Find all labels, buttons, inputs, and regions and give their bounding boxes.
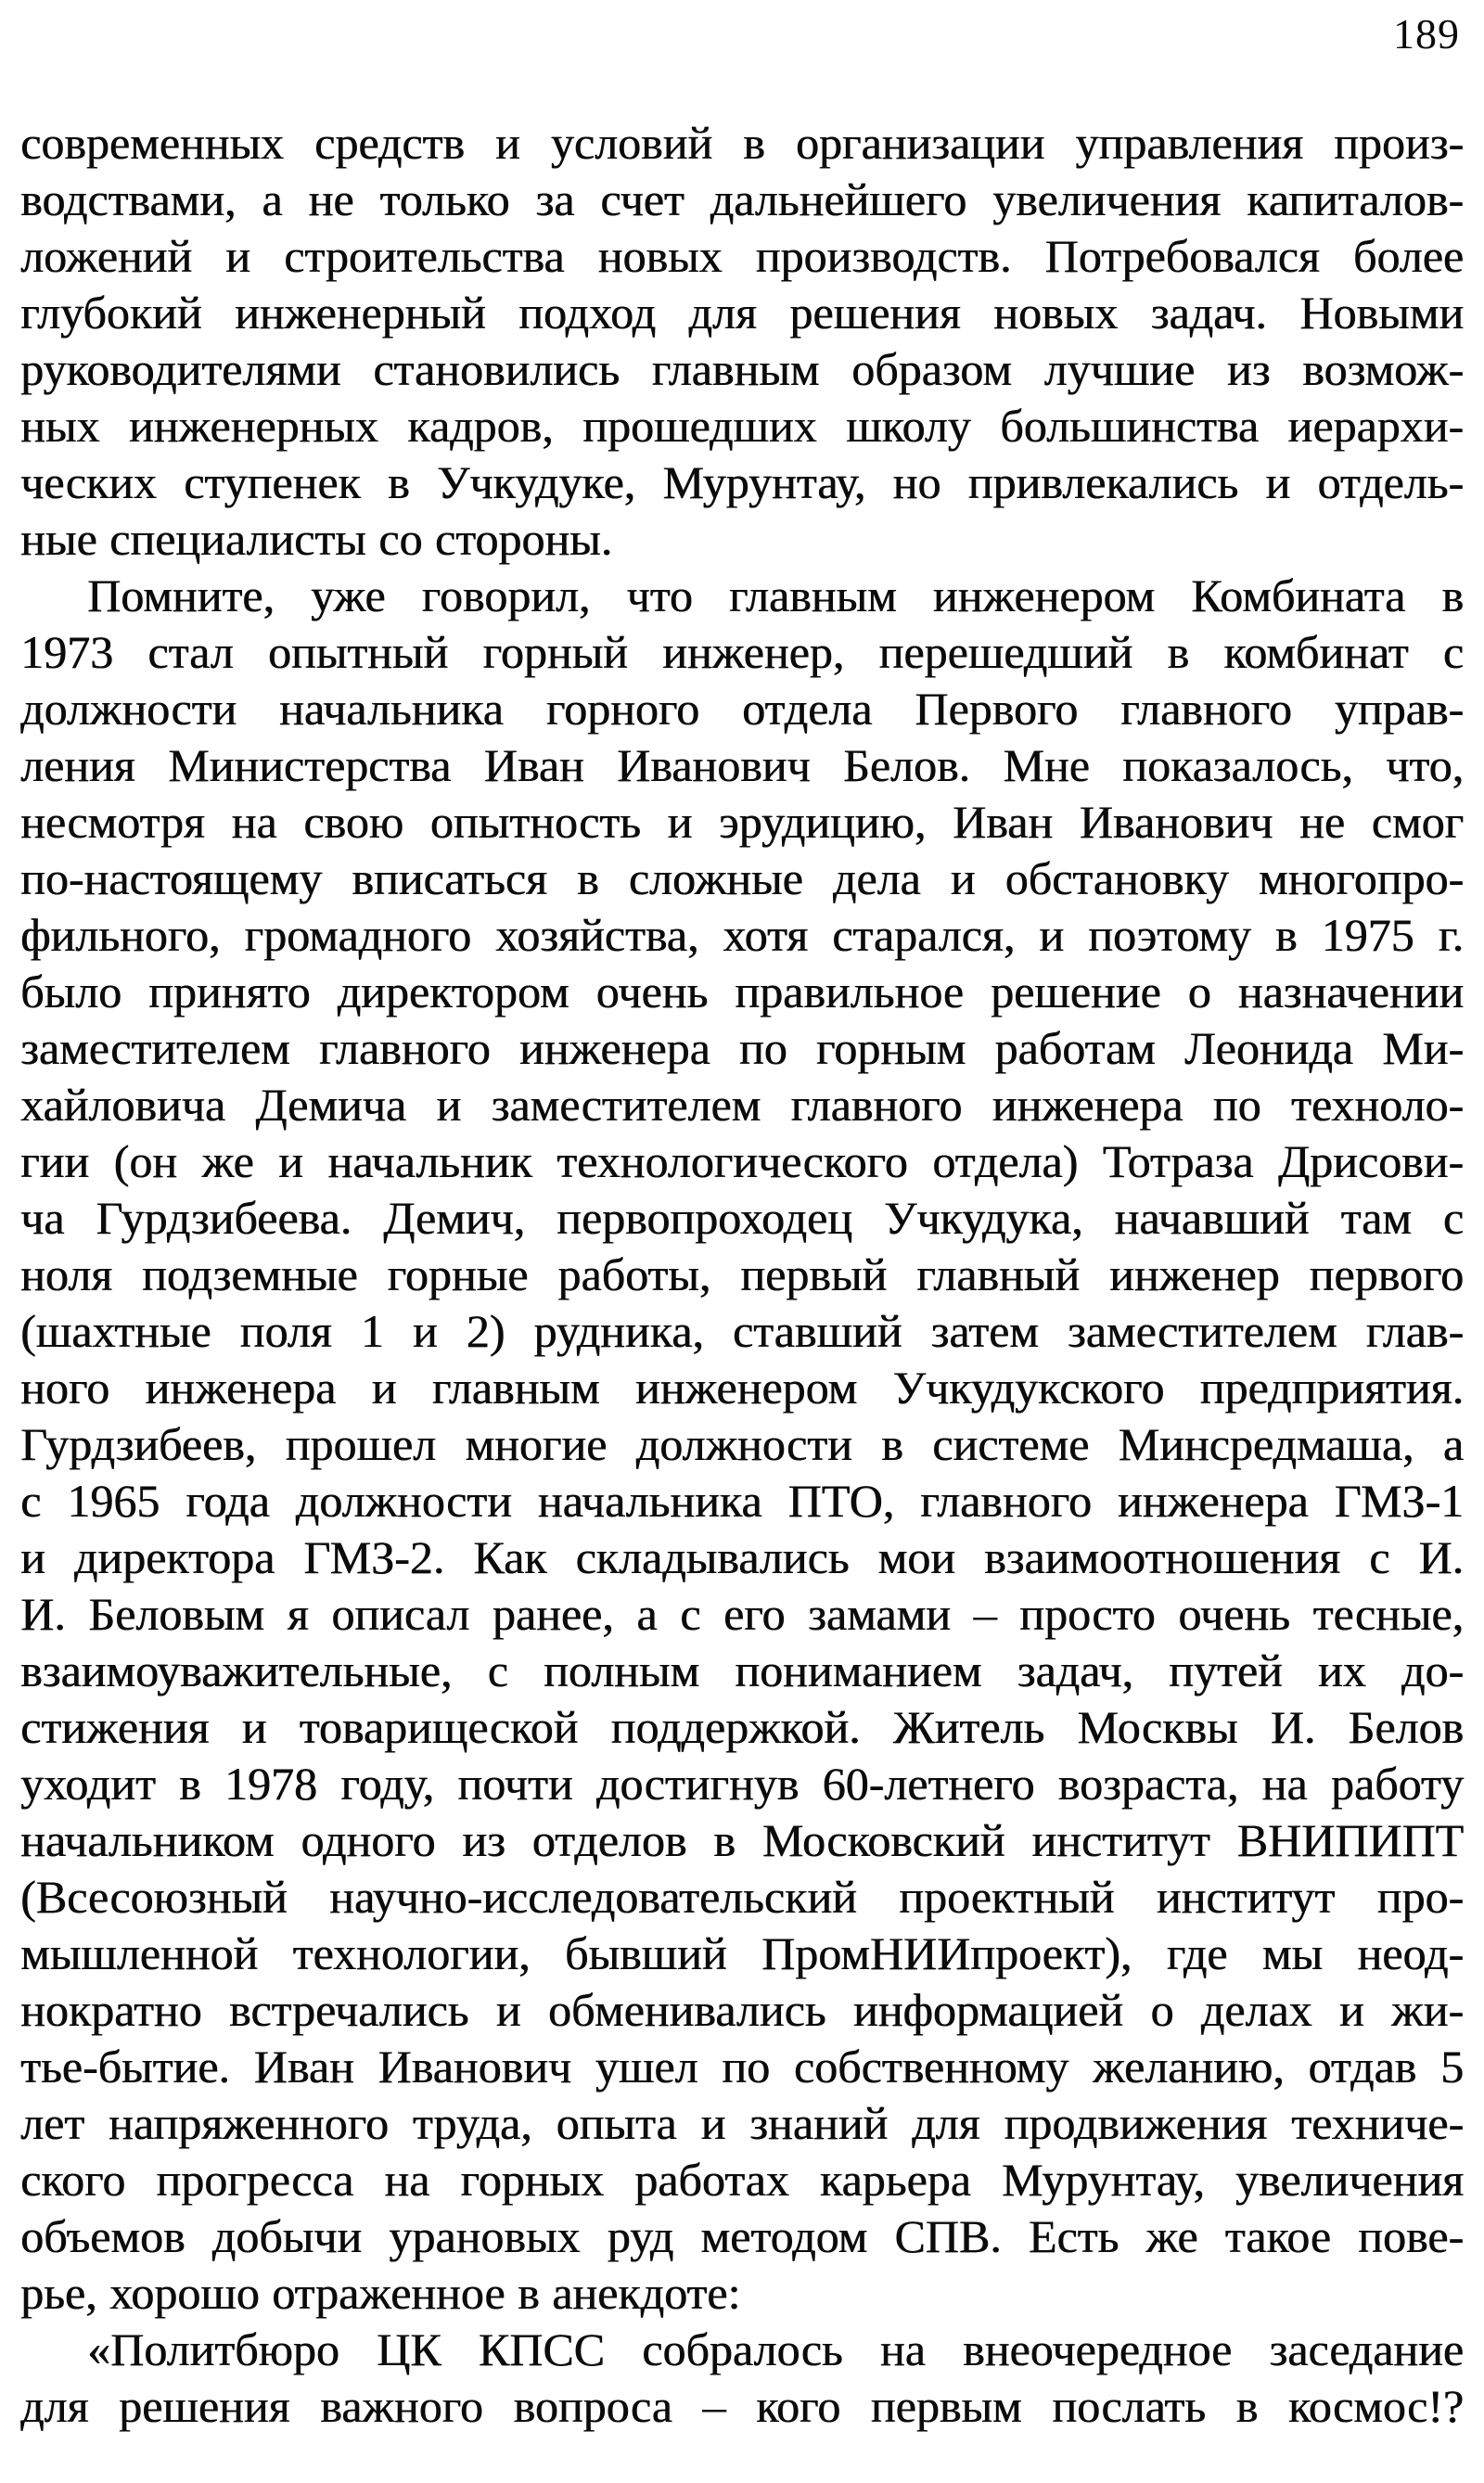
text-line: тье-бытие. Иван Иванович ушел по собственному желанию, отдав 5 <box>20 2041 1464 2093</box>
text-line: ные специалисты со стороны. <box>20 513 613 565</box>
page-number: 189 <box>1393 10 1460 58</box>
text-line: ного инженера и главным инженером Учкудукского предприятия. <box>20 1362 1464 1414</box>
text-line: ноля подземные горные работы, первый главный инженер первого <box>20 1248 1464 1300</box>
text-line: глубокий инженерный подход для решения новых задач. Новыми <box>20 287 1464 339</box>
text-line: ского прогресса на горных работах карьера Мурунтау, увеличения <box>20 2154 1464 2206</box>
text-line: «Политбюро ЦК КПСС собралось на внеочередное заседание <box>87 2323 1464 2375</box>
page-text <box>20 115 1464 2435</box>
text-line: (шахтные поля 1 и 2) рудника, ставший затем заместителем глав- <box>20 1305 1464 1357</box>
text-line: гии (он же и начальник технологического отдела) Тотраза Дрисови- <box>20 1135 1464 1187</box>
text-line: лет напряженного труда, опыта и знаний для продвижения техниче- <box>20 2097 1464 2149</box>
text-line: хайловича Демича и заместителем главного инженера по техноло- <box>20 1079 1464 1131</box>
text-line: должности начальника горного отдела Первого главного управ- <box>20 683 1464 735</box>
text-line: объемов добычи урановых руд методом СПВ. Есть же такое пове- <box>20 2210 1464 2262</box>
text-line: для решения важного вопроса – кого первым послать в космос!? <box>20 2380 1464 2432</box>
text-line: по-настоящему вписаться в сложные дела и обстановку многопро- <box>20 852 1464 904</box>
text-line: И. Беловым я описал ранее, а с его замами – просто очень тесные, <box>20 1588 1464 1640</box>
text-line: мышленной технологии, бывший ПромНИИпроект), где мы неод- <box>20 1927 1464 1979</box>
text-line: с 1965 года должности начальника ПТО, главного инженера ГМЗ-1 <box>20 1475 1464 1527</box>
text-line: фильного, громадного хозяйства, хотя старался, и поэтому в 1975 г. <box>20 909 1464 961</box>
text-line: и директора ГМЗ-2. Как складывались мои взаимоотношения с И. <box>20 1531 1464 1583</box>
text-line: ча Гурдзибеева. Демич, первопроходец Учкудука, начавший там с <box>20 1192 1464 1244</box>
text-line: 1973 стал опытный горный инженер, перешедший в комбинат с <box>20 626 1464 678</box>
text-line: стижения и товарищеской поддержкой. Житель Москвы И. Белов <box>20 1701 1464 1753</box>
text-line: рье, хорошо отраженное в анекдоте: <box>20 2267 741 2319</box>
text-line: водствами, а не только за счет дальнейшего увеличения капиталов- <box>20 173 1464 225</box>
text-line: заместителем главного инженера по горным работам Леонида Ми- <box>20 1022 1464 1074</box>
text-line: Помните, уже говорил, что главным инженером Комбината в <box>87 570 1464 621</box>
text-line: начальником одного из отделов в Московский институт ВНИПИПТ <box>20 1814 1464 1866</box>
text-line: ложений и строительства новых производств. Потребовался более <box>20 230 1464 282</box>
text-line: (Всесоюзный научно-исследовательский проектный институт про- <box>20 1871 1464 1923</box>
text-line: Гурдзибеев, прошел многие должности в системе Минсредмаша, а <box>20 1418 1464 1470</box>
text-line: ческих ступенек в Учкудуке, Мурунтау, но привлекались и отдель- <box>20 456 1464 508</box>
text-line: ных инженерных кадров, прошедших школу большинства иерархи- <box>20 400 1464 452</box>
text-line: несмотря на свою опытность и эрудицию, Иван Иванович не смог <box>20 796 1464 848</box>
text-line: было принято директором очень правильное решение о назначении <box>20 966 1464 1018</box>
text-line: современных средств и условий в организации управления произ- <box>20 117 1464 169</box>
text-line: ления Министерства Иван Иванович Белов. Мне показалось, что, <box>20 739 1464 791</box>
text-line: руководителями становились главным образом лучшие из возмож- <box>20 343 1464 395</box>
text-line: уходит в 1978 году, почти достигнув 60-летнего возраста, на работу <box>20 1758 1464 1810</box>
text-line: нократно встречались и обменивались информацией о делах и жи- <box>20 1984 1464 2036</box>
text-line: взаимоуважительные, с полным пониманием задач, путей их до- <box>20 1645 1464 1696</box>
